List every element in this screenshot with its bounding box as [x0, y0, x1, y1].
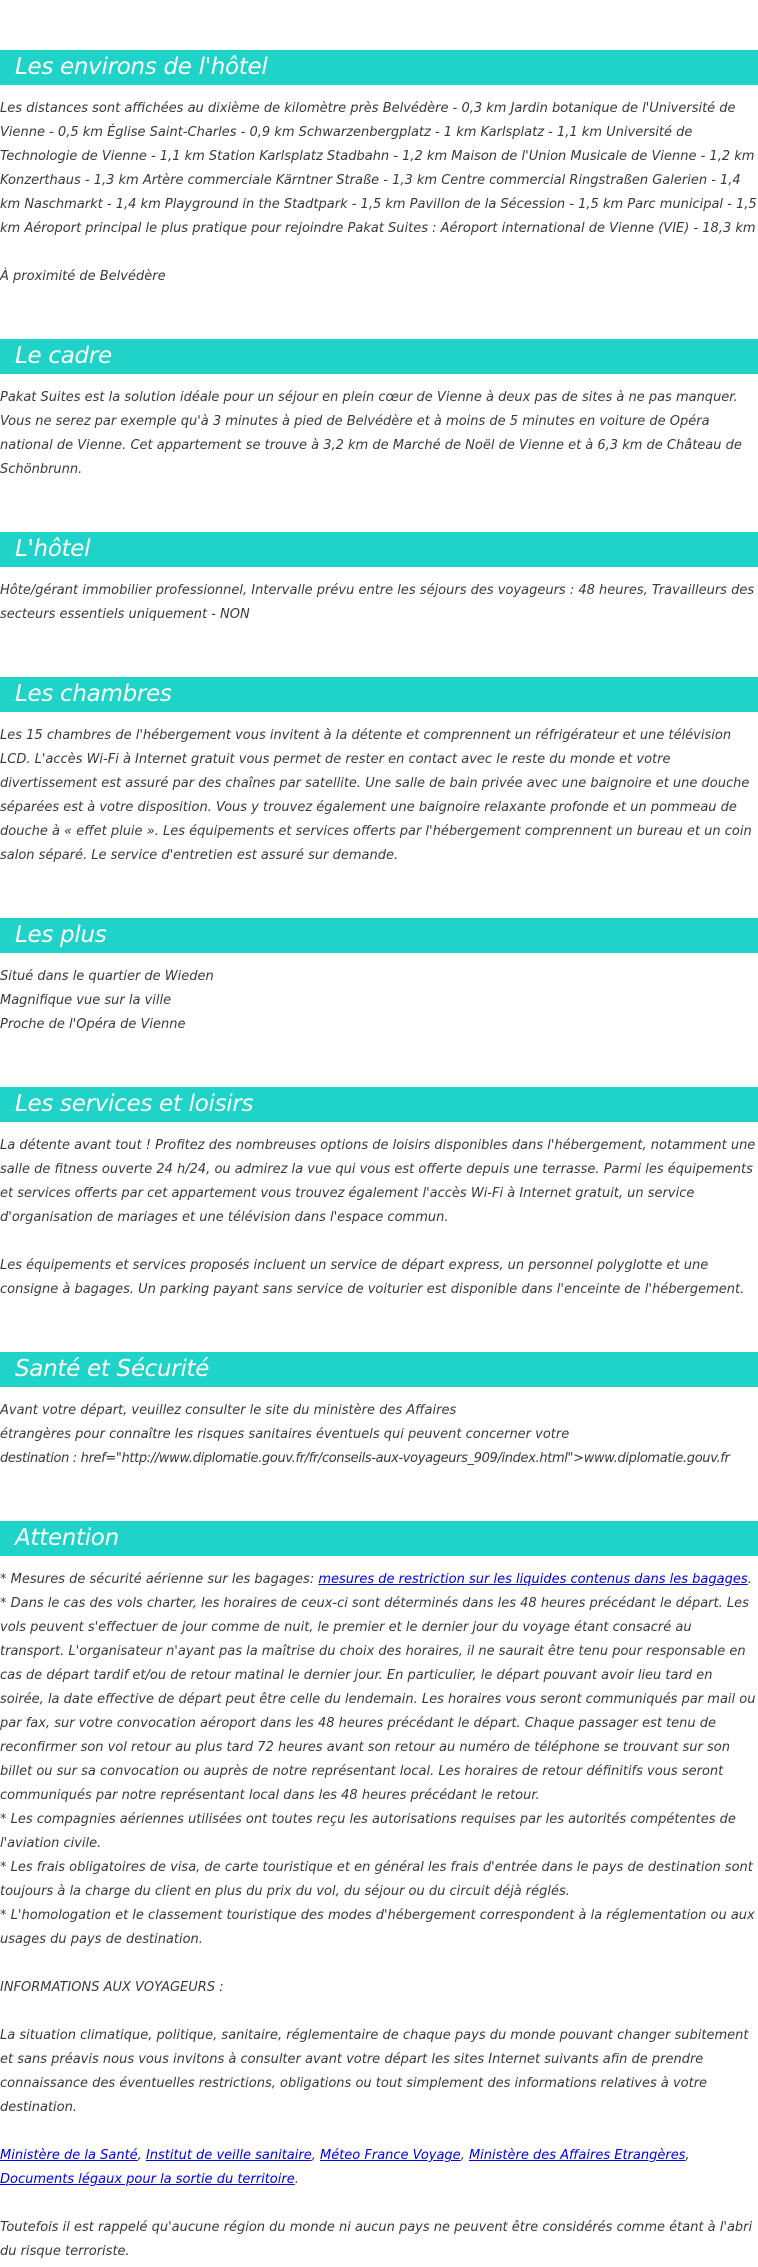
environs-proximity: À proximité de Belvédère [0, 269, 166, 284]
attention-mesures: * Mesures de sécurité aérienne sur les bagages: mesures de restriction sur les liquides contenus dans les bagages. [0, 1572, 752, 1587]
attention-homologation: * L'homologation et le classement touristique des modes d'hébergement correspondent à la réglementation ou aux usages du pays de destination. [0, 1908, 755, 1947]
link-documents-legaux[interactable]: Documents légaux pour la sortie du territoire [0, 2172, 295, 2187]
section-header-bar [0, 677, 758, 712]
plus-item: Magnifique vue sur la ville [0, 993, 172, 1008]
section-title: Le cadre [15, 343, 112, 369]
section-attention [0, 1521, 758, 2264]
section-plus [0, 918, 758, 1037]
section-title: Les services et loisirs [15, 1091, 254, 1117]
section-sante [0, 1352, 758, 1471]
attention-charter: * Dans le cas des vols charter, les horaires de ceux-ci sont déterminés dans les 48 heures précédant le départ. Les vols peuvent s'effectuer de jour comme de nuit, le premier et le dernier jour du voyage étant consacré au transport. L'organisateur n'ayant pas la maîtrise du choix des horaires, il ne saurait être tenu pour responsable en cas de départ tardif et/ou de retour matinal le dernier jour. En particulier, le départ pouvant avoir lieu tard en soirée, la date effective de départ peut être celle du lendemain. Les horaires vous seront communiqués par mail ou par fax, sur votre convocation aéroport dans les 48 heures précédant le départ. Chaque passager est tenu de reconfirmer son vol retour au plus tard 72 heures avant son retour au numéro de téléphone se trouvant sur son billet ou sur sa convocation ou auprès de notre représentant local. Les horaires de retour définitifs vous seront communiqués par notre représentant local dans les 48 heures précédant le retour. [0, 1596, 756, 1803]
sante-line: étrangères pour connaître les risques sanitaires éventuels qui peuvent concerner votre [0, 1427, 570, 1442]
section-cadre [0, 339, 758, 482]
section-hotel [0, 532, 758, 627]
link-ministere-sante[interactable]: Ministère de la Santé [0, 2148, 138, 2163]
resource-links: Ministère de la Santé, Institut de veille sanitaire, Méteo France Voyage, Ministère des Affaires Etrangères, Documents légaux pour la sortie du territoire. [0, 2148, 690, 2187]
attention-compagnies: * Les compagnies aériennes utilisées ont toutes reçu les autorisations requises par les autorités compétentes de l'aviation civile. [0, 1812, 736, 1851]
section-environs [0, 50, 758, 289]
services-text-2: Les équipements et services proposés incluent un service de départ express, un personnel polyglotte et une consigne à bagages. Un parking payant sans service de voiturier est disponible dans l'enceinte de l'hébergement. [0, 1258, 745, 1297]
section-header-bar [0, 1087, 758, 1122]
plus-item: Proche de l'Opéra de Vienne [0, 1017, 186, 1032]
attention-frais: * Les frais obligatoires de visa, de carte touristique et en général les frais d'entrée dans le pays de destination sont toujours à la charge du client en plus du prix du vol, du séjour ou du circuit déjà réglés. [0, 1860, 753, 1899]
section-header-bar [0, 532, 758, 567]
section-header-bar [0, 50, 758, 85]
section-title: Les environs de l'hôtel [15, 54, 268, 80]
section-chambres [0, 677, 758, 868]
section-title: Les plus [15, 922, 107, 948]
section-header-bar [0, 339, 758, 374]
info-heading: INFORMATIONS AUX VOYAGEURS : [0, 1980, 224, 1995]
services-text-1: La détente avant tout ! Profitez des nombreuses options de loisirs disponibles dans l'hébergement, notamment une salle de fitness ouverte 24 h/24, ou admirez la vue qui vous est offerte depuis une terrasse. Parmi les équipements et services offerts par cet appartement vous trouvez également l'accès Wi-Fi à Internet gratuit, un service d'organisation de mariages et une télévision dans l'espace commun. [0, 1138, 756, 1225]
section-title: Les chambres [15, 681, 172, 707]
section-header-bar [0, 1521, 758, 1556]
attention-terrorisme: Toutefois il est rappelé qu'aucune région du monde ni aucun pays ne peuvent être considérés comme étant à l'abri du risque terroriste. [0, 2220, 753, 2259]
environs-text: Les distances sont affichées au dixième de kilomètre près Belvédère - 0,3 km Jardin botanique de l'Université de Vienne - 0,5 km Église Saint-Charles - 0,9 km Schwarzenbergplatz - 1 km Karlsplatz - 1,1 km Université de Technologie de Vienne - 1,1 km Station Karlsplatz Stadbahn - 1,2 km Maison de l'Union Musicale de Vienne - 1,2 km Konzerthaus - 1,3 km Artère commerciale Kärntner Straße - 1,3 km Centre commercial Ringstraßen Galerien - 1,4 km Naschmarkt - 1,4 km Playground in the Stadtpark - 1,5 km Pavillon de la Sécession - 1,5 km Parc municipal - 1,5 km Aéroport principal le plus pratique pour rejoindre Pakat Suites : Aéroport international de Vienne (VIE) - 18,3 km [0, 101, 757, 236]
link-affaires-etrangeres[interactable]: Ministère des Affaires Etrangères [468, 2148, 686, 2163]
section-header-bar [0, 918, 758, 953]
plus-item: Situé dans le quartier de Wieden [0, 969, 214, 984]
link-meteo-france[interactable]: Méteo France Voyage [319, 2148, 461, 2163]
mesures-link[interactable]: mesures de restriction sur les liquides contenus dans les bagages [318, 1572, 748, 1587]
attention-situation: La situation climatique, politique, sanitaire, réglementaire de chaque pays du monde pouvant changer subitement et sans préavis nous vous invitons à consulter avant votre départ les sites Internet suivants afin de prendre connaissance des éventuelles restrictions, obligations ou tout simplement des informations relatives à votre destination. [0, 2028, 749, 2115]
section-header-bar [0, 1352, 758, 1387]
link-institut-veille[interactable]: Institut de veille sanitaire [145, 2148, 312, 2163]
hotel-text: Hôte/gérant immobilier professionnel, Intervalle prévu entre les séjours des voyageurs : 48 heures, Travailleurs des secteurs essentiels uniquement - NON [0, 583, 755, 622]
chambres-text: Les 15 chambres de l'hébergement vous invitent à la détente et comprennent un réfrigérateur et une télévision LCD. L'accès Wi-Fi à Internet gratuit vous permet de rester en contact avec le reste du monde et votre divertissement est assuré par des chaînes par satellite. Une salle de bain privée avec une baignoire et une douche séparées est à votre disposition. Vous y trouvez également une baignoire relaxante profonde et un pommeau de douche à « effet pluie ». Les équipements et services offerts par l'hébergement comprennent un bureau et un coin salon séparé. Le service d'entretien est assuré sur demande. [0, 728, 752, 863]
section-services [0, 1087, 758, 1302]
section-title: L'hôtel [15, 536, 91, 562]
section-title: Santé et Sécurité [15, 1356, 210, 1382]
cadre-text: Pakat Suites est la solution idéale pour un séjour en plein cœur de Vienne à deux pas de sites à ne pas manquer. Vous ne serez par exemple qu'à 3 minutes à pied de Belvédère et à moins de 5 minutes en voiture de Opéra national de Vienne. Cet appartement se trouve à 3,2 km de Marché de Noël de Vienne et à 6,3 km de Château de Schönbrunn. [0, 390, 742, 477]
sante-line: destination : href="http://www.diplomatie.gouv.fr/fr/conseils-aux-voyageurs_909/index.html">www.diplomatie.gouv.fr [0, 1451, 730, 1466]
section-title: Attention [15, 1525, 119, 1551]
sante-line: Avant votre départ, veuillez consulter le site du ministère des Affaires [0, 1403, 457, 1418]
